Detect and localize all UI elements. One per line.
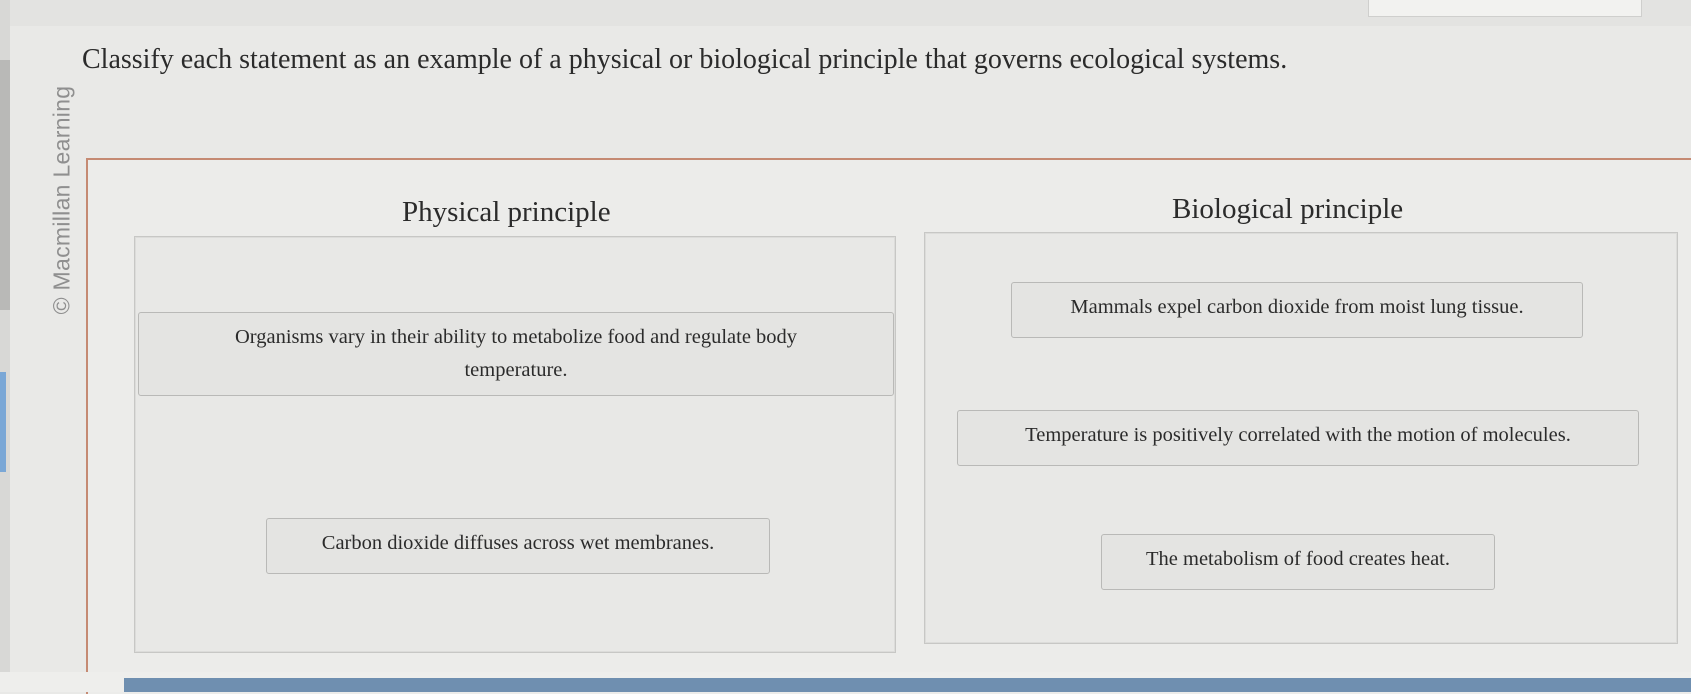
top-right-box[interactable] xyxy=(1368,0,1642,17)
bin-title-biological: Biological principle xyxy=(1172,193,1404,225)
draggable-card[interactable]: Mammals expel carbon dioxide from moist lung tissue. xyxy=(1011,282,1583,338)
bottom-toolbar xyxy=(124,678,1691,692)
copyright-watermark: © Macmillan Learning xyxy=(48,85,75,315)
draggable-card[interactable]: Organisms vary in their ability to metabolize food and regulate body temperature. xyxy=(138,312,894,396)
scrollbar-thumb[interactable] xyxy=(0,60,10,310)
scrollbar-track[interactable] xyxy=(0,0,10,692)
bin-title-physical: Physical principle xyxy=(402,196,611,228)
draggable-card[interactable]: Carbon dioxide diffuses across wet membranes. xyxy=(266,518,770,574)
left-accent-bar xyxy=(0,372,6,472)
drop-zone-physical[interactable] xyxy=(134,236,896,653)
question-prompt: Classify each statement as an example of a physical or biological principle that governs ecological systems. xyxy=(82,44,1288,75)
draggable-card[interactable]: Temperature is positively correlated with the motion of molecules. xyxy=(957,410,1639,466)
draggable-card[interactable]: The metabolism of food creates heat. xyxy=(1101,534,1495,590)
